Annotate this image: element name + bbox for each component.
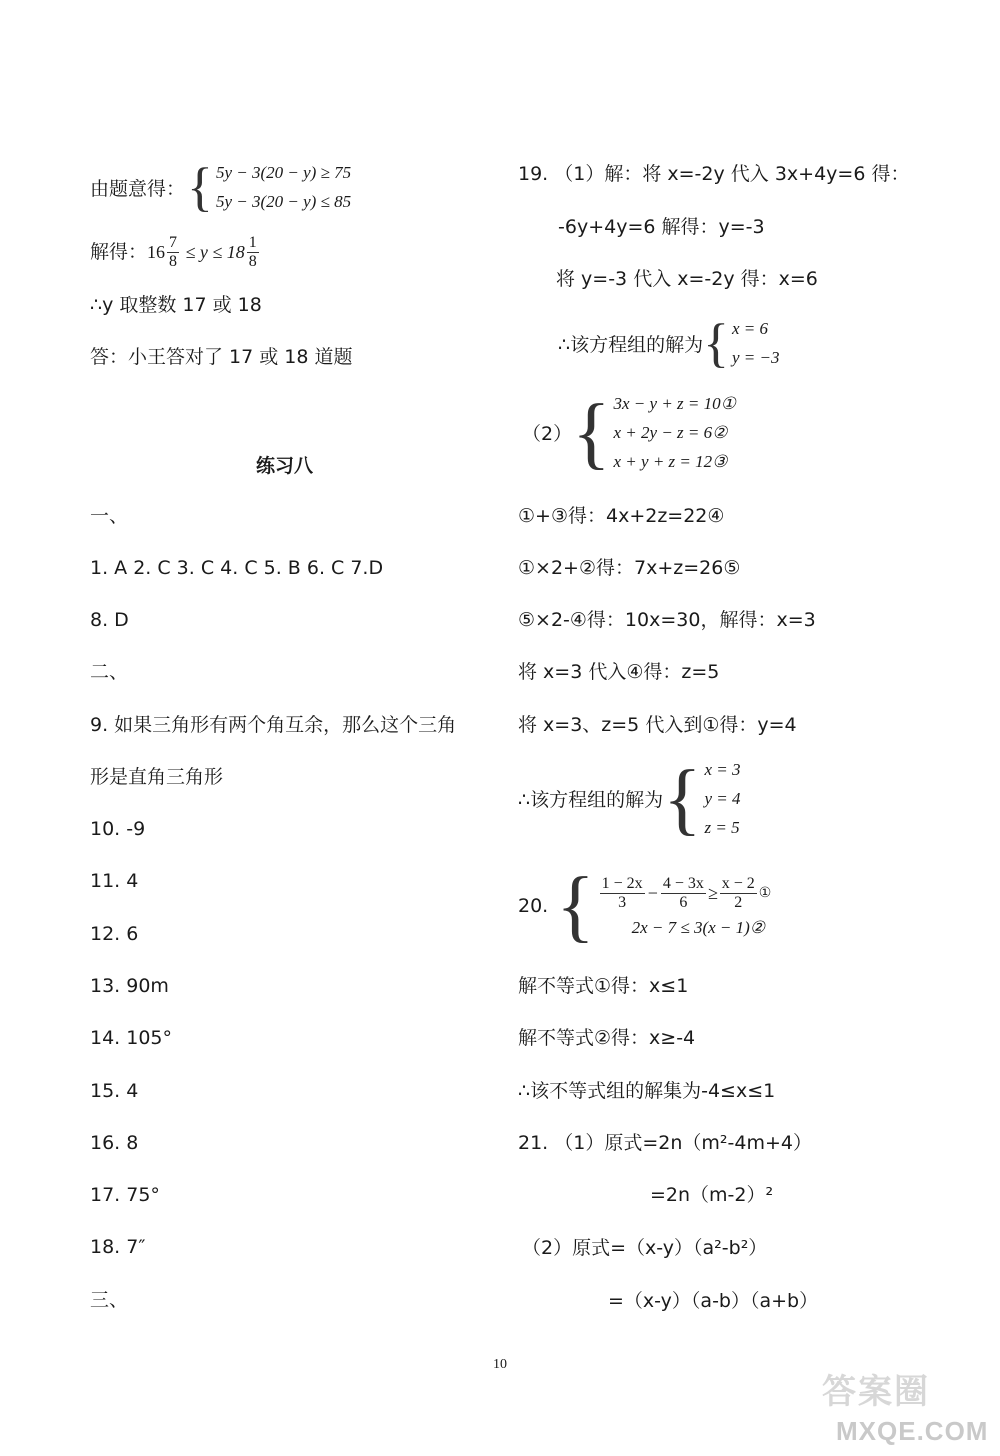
- fraction: $\frac{1 - 2x}{3}$: [601, 874, 643, 911]
- left-brace: {: [703, 313, 730, 373]
- fraction: $\frac{1}{8}$: [248, 234, 257, 270]
- q20-conclusion: ∴该不等式组的解集为-4≤x≤1: [518, 1080, 776, 1102]
- watermark-logo: 答案圈: [822, 1373, 930, 1411]
- inequality-row: $\frac{1 - 2x}{3}$ − $\frac{4 - 3x}{6}$ ≥ $\frac{x - 2}{2}$ ①: [601, 874, 772, 911]
- part-heading: 三、: [90, 1289, 129, 1311]
- answer-13: 13. 90m: [90, 975, 169, 997]
- choice-answers: 1. A 2. C 3. C 4. C 5. B 6. C 7.D: [90, 557, 384, 579]
- answer-14: 14. 105°: [90, 1027, 173, 1049]
- answer-16: 16. 8: [90, 1132, 139, 1154]
- inequality-row: 2x − 7 ≤ 3(x − 1)②: [631, 918, 766, 937]
- q19-step: ①×2+②得：7x+z=26⑤: [518, 557, 741, 579]
- choice-answer-8: 8. D: [90, 609, 129, 631]
- q19-step: ①+③得：4x+2z=22④: [518, 505, 725, 527]
- page-number: 10: [493, 1357, 507, 1372]
- answer-12: 12. 6: [90, 923, 139, 945]
- answer-11: 11. 4: [90, 870, 139, 892]
- q19-solution-system: ∴该方程组的解为 { x = 6 y = −3: [558, 313, 780, 373]
- q19-part2-solution: ∴该方程组的解为 { x = 3 y = 4 z = 5: [518, 754, 741, 843]
- q19-step: 将 x=3、z=5 代入到①得：y=4: [518, 714, 797, 736]
- fraction: $\frac{4 - 3x}{6}$: [662, 874, 704, 911]
- q21-step: =（x-y）（a-b）（a+b）: [608, 1290, 819, 1312]
- inequality-row: 5y − 3(20 − y) ≤ 85: [215, 192, 352, 211]
- answer-9-line2: 形是直角三角形: [90, 766, 224, 788]
- left-brace: {: [663, 754, 702, 843]
- section-title: 练习八: [256, 455, 314, 477]
- q21-step: =2n（m-2）²: [650, 1184, 774, 1206]
- q20-inequality-system: 20. { $\frac{1 - 2x}{3}$ − $\frac{4 - 3x}{6}$ ≥ $\frac{x - 2}{2}$ ① 2x − 7 ≤ 3(x − 1)②: [518, 862, 772, 950]
- solution-range: 解得：16 $\frac{7}{8}$ ≤ y ≤ 18 $\frac{1}{8}$: [90, 234, 257, 270]
- answer-9-line1: 9. 如果三角形有两个角互余，那么这个三角: [90, 714, 457, 736]
- answer-10: 10. -9: [90, 818, 146, 840]
- left-brace: {: [572, 388, 611, 477]
- q19-part2-system: （2） { 3x − y + z = 10① x + 2y − z = 6② x + y + z = 12③: [522, 388, 736, 477]
- part-heading: 一、: [90, 505, 129, 527]
- answer-18: 18. 7″: [90, 1236, 146, 1258]
- fraction: $\frac{7}{8}$: [169, 234, 178, 270]
- q19-step: 将 y=-3 代入 x=-2y 得：x=6: [556, 268, 818, 290]
- answer-17: 17. 75°: [90, 1184, 160, 1206]
- q19-step: 将 x=3 代入④得：z=5: [518, 661, 720, 683]
- fraction: $\frac{x - 2}{2}$: [721, 874, 755, 911]
- condition-system: [90, 158, 351, 216]
- q21-step: （2）原式=（x-y）（a²-b²）: [522, 1237, 768, 1259]
- q19-step: -6y+4y=6 解得：y=-3: [558, 216, 765, 238]
- part-heading: 二、: [90, 661, 129, 683]
- q20-step: 解不等式②得：x≥-4: [518, 1027, 696, 1049]
- answer-15: 15. 4: [90, 1080, 139, 1102]
- integer-conclusion: ∴y 取整数 17 或 18: [90, 294, 262, 316]
- left-brace: {: [556, 862, 595, 950]
- q20-step: 解不等式①得：x≤1: [518, 975, 689, 997]
- q19-step: ⑤×2-④得：10x=30，解得：x=3: [518, 609, 816, 631]
- inequality-row: 5y − 3(20 − y) ≥ 75: [215, 163, 352, 182]
- system-prefix: 由题意得：: [90, 177, 186, 200]
- q19-intro: 19. （1）解：将 x=-2y 代入 3x+4y=6 得：: [518, 163, 910, 185]
- watermark-url: MXQE.COM: [836, 1416, 989, 1446]
- answer-line: 答：小王答对了 17 或 18 道题: [90, 346, 353, 368]
- left-brace: {: [187, 157, 213, 217]
- q21-step: 21. （1）原式=2n（m²-4m+4）: [518, 1132, 812, 1154]
